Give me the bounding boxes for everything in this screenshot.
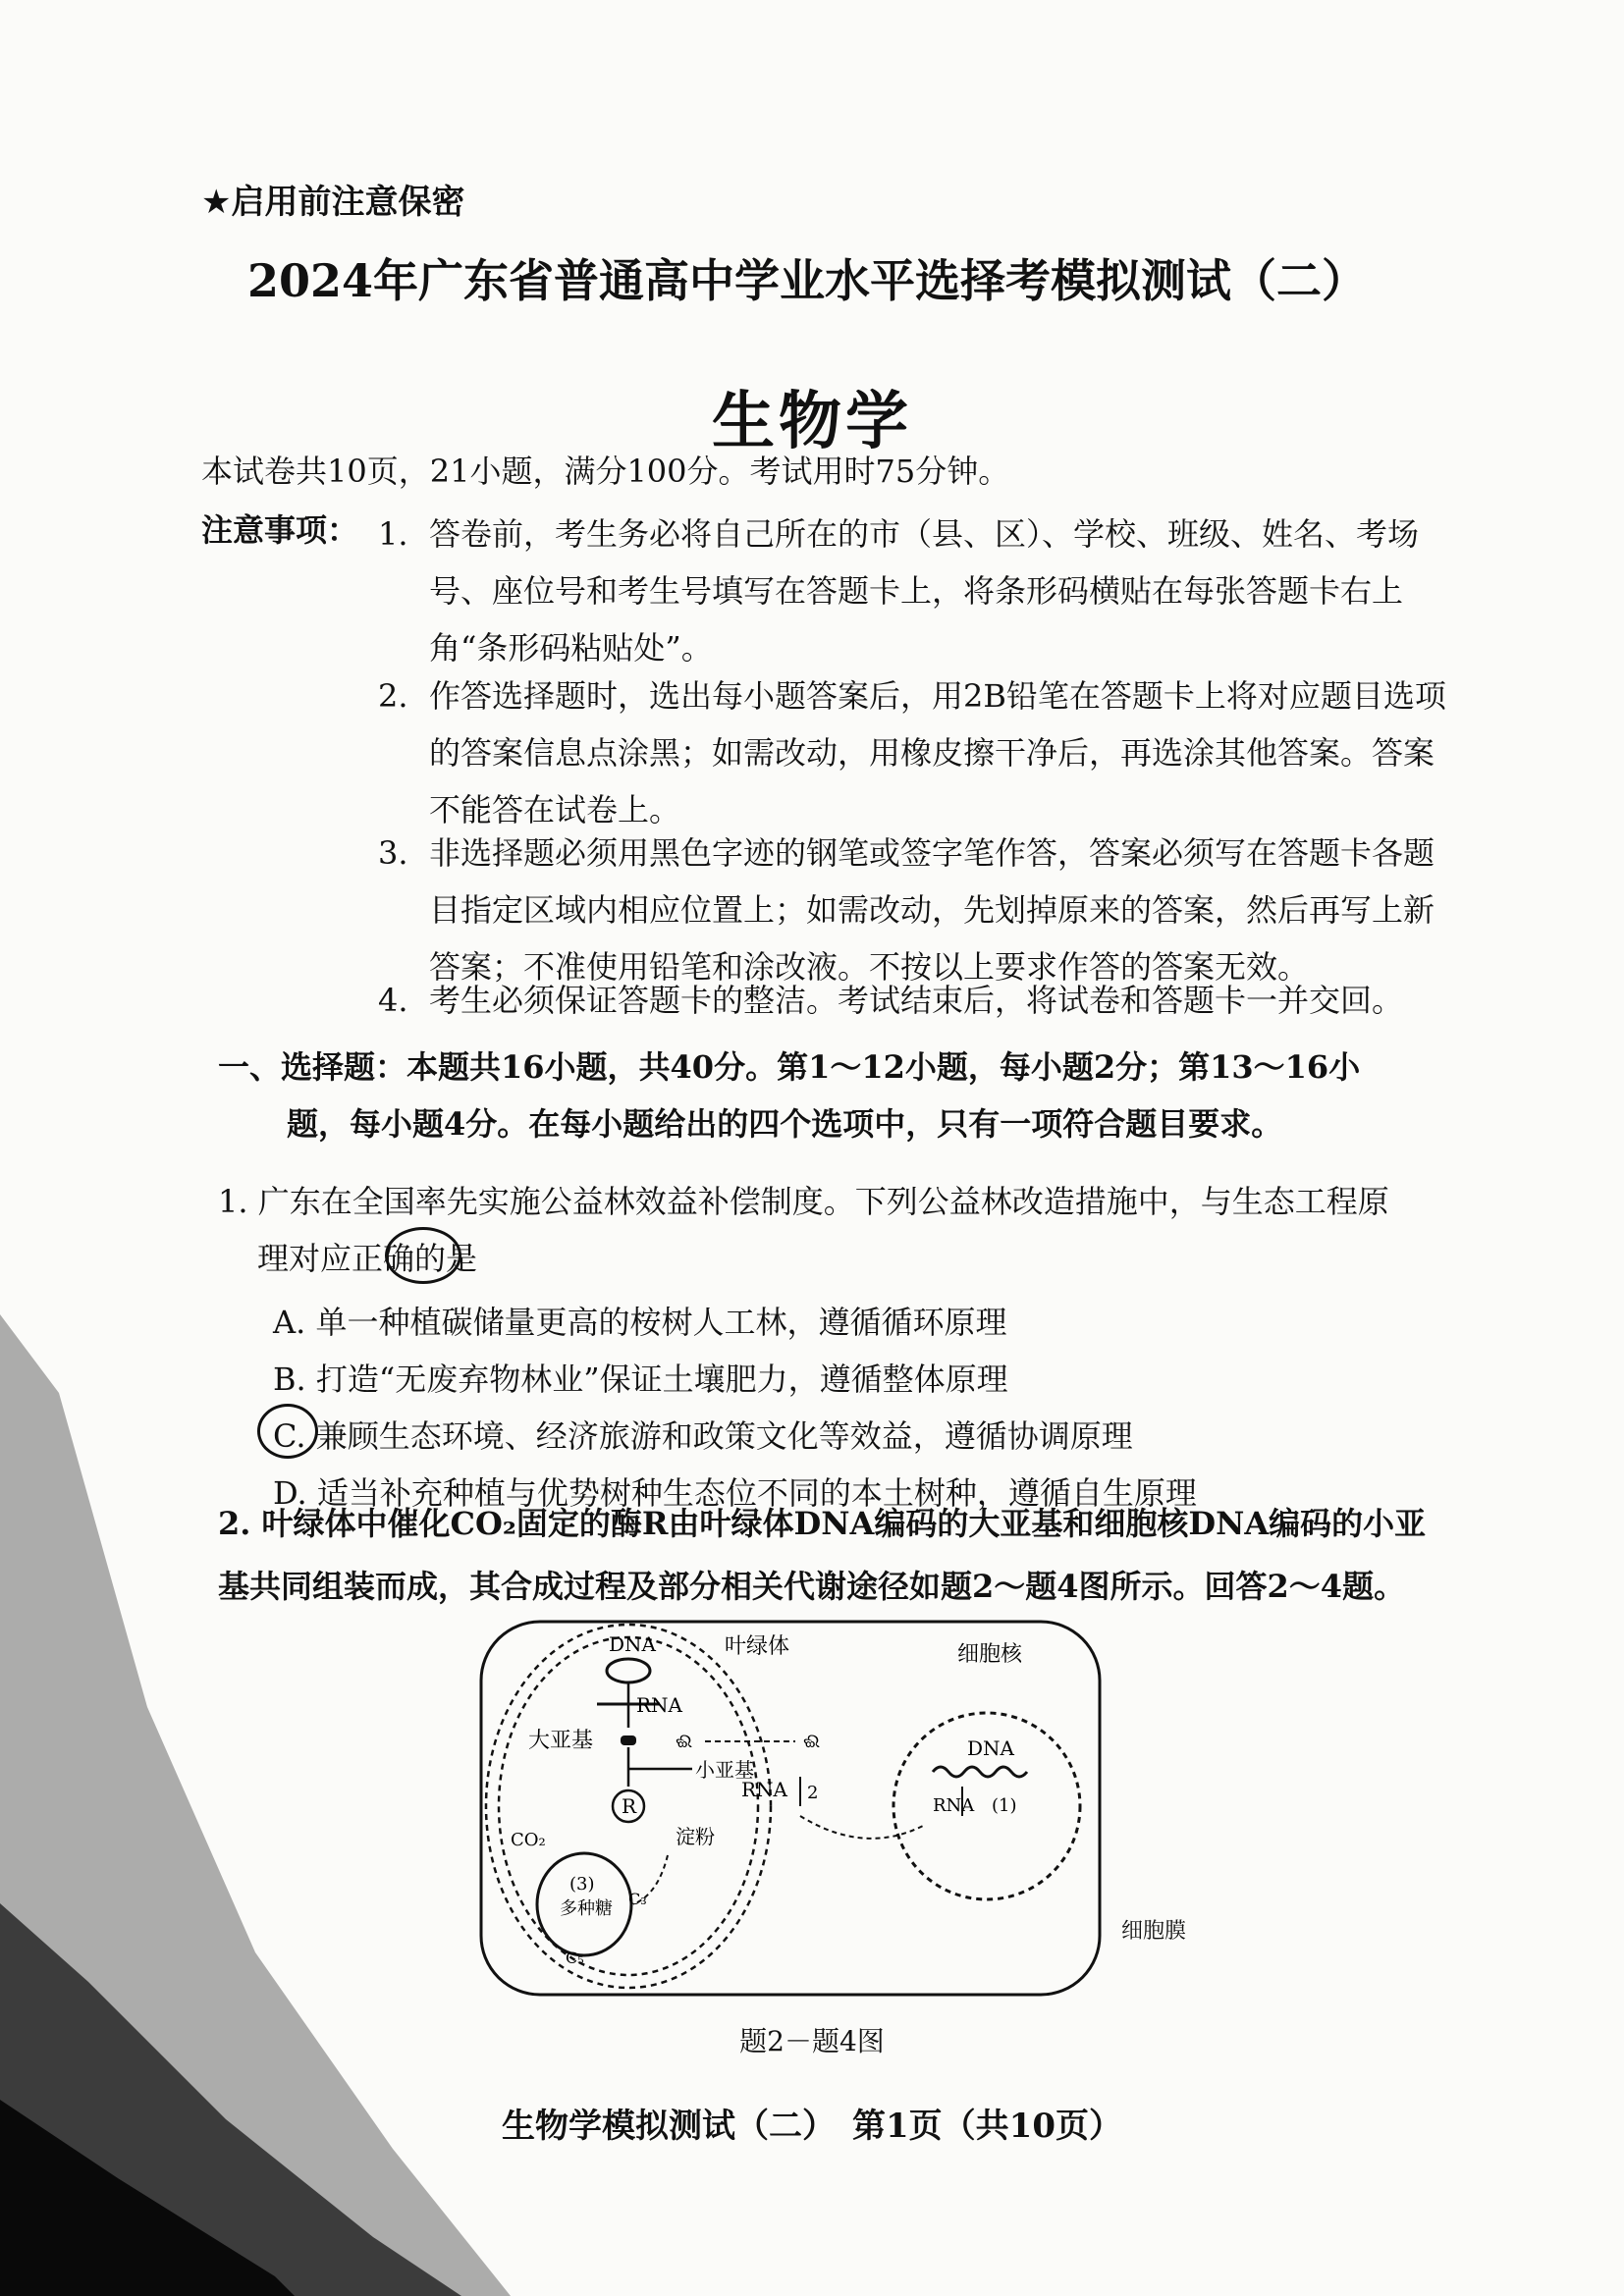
step-2-label: 2: [807, 1783, 819, 1803]
nuclear-rna-label: RNA: [933, 1795, 975, 1816]
co2-label: CO₂: [511, 1830, 546, 1850]
membrane-label: 细胞膜: [1121, 1919, 1187, 1944]
step-1-label: (1): [992, 1795, 1017, 1816]
notice-label: 注意事项：: [201, 511, 359, 549]
confidential-note: ★启用前注意保密: [201, 183, 465, 222]
question-1-stem-line-2: 理对应正确的是: [257, 1240, 478, 1277]
notice-number: 2.: [378, 677, 408, 715]
section-line-1: 一、选择题：本题共16小题，共40分。第1～12小题，每小题2分；第13～16小: [218, 1048, 1361, 1086]
chloroplast-dna-label: DNA: [609, 1632, 656, 1656]
small-subunit-label: 小亚基: [695, 1758, 754, 1782]
scan-noise: [0, 1020, 511, 2296]
notice-text: 考生必须保证答题卡的整洁。考试结束后，将试卷和答题卡一并交回。: [429, 982, 1404, 1019]
section-line-2: 题，每小题4分。在每小题给出的四个选项中，只有一项符合题目要求。: [287, 1105, 1283, 1143]
cytoplasm-rna-label: RNA: [741, 1778, 788, 1801]
notice-item-1: [378, 506, 1448, 676]
notice-item-4: [378, 972, 1448, 1029]
step-3-label: (3): [569, 1874, 595, 1895]
c5-label: C₅: [566, 1949, 584, 1967]
notice-number: 3.: [378, 834, 408, 872]
starch-label: 淀粉: [676, 1825, 715, 1848]
cell-diagram: [471, 1610, 1119, 2012]
small-subunit-glyph: ଈ: [676, 1729, 693, 1752]
nuclear-dna-helix: [933, 1767, 1027, 1777]
notice-item-2: [378, 667, 1448, 838]
chloroplast-rna-label: RNA: [636, 1693, 683, 1717]
notice-text: 答卷前，考生务必将自己所在的市（县、区）、学校、班级、姓名、考场号、座位号和考生号填写在答题卡上，将条形码横贴在每张答题卡右上角“条形码粘贴处”。: [429, 515, 1420, 667]
nuclear-dna-label: DNA: [967, 1736, 1014, 1760]
large-subunit-label: 大亚基: [528, 1729, 594, 1753]
large-subunit-mark: [621, 1735, 636, 1745]
question-2-line-2: 基共同组装而成，其合成过程及部分相关代谢途径如题2～题4图所示。回答2～4题。: [218, 1568, 1406, 1605]
option-d: D. 适当补充种植与优势树种生态位不同的本土树种，遵循自生原理: [273, 1474, 1197, 1512]
notice-item-3: [378, 825, 1448, 995]
exam-intro: 本试卷共10页，21小题，满分100分。考试用时75分钟。: [201, 453, 1010, 490]
notice-text: 作答选择题时，选出每小题答案后，用2B铅笔在答题卡上将对应题目选项的答案信息点涂黑；如需改动，用橡皮擦干净后，再选涂其他答案。答案不能答在试卷上。: [429, 677, 1446, 828]
question-1-stem-line-1: 1. 广东在全国率先实施公益林效益补偿制度。下列公益林改造措施中，与生态工程原: [218, 1183, 1389, 1220]
notice-text: 非选择题必须用黑色字迹的钢笔或签字笔作答，答案必须写在答题卡各题目指定区域内相应位置上；如需改动，先划掉原来的答案，然后再写上新答案；不准使用铅笔和涂改液。不按以上要求作答的答案无效。: [429, 834, 1435, 986]
small-subunit-glyph: ଈ: [803, 1729, 821, 1752]
page-footer: 生物学模拟测试（二） 第1页（共10页）: [502, 2107, 1122, 2146]
rna-export-path: [800, 1816, 923, 1839]
chloroplast-label: 叶绿体: [725, 1634, 790, 1659]
option-c: C. 兼顾生态环境、经济旅游和政策文化等效益，遵循协调原理: [273, 1417, 1133, 1455]
exam-title: 2024年广东省普通高中学业水平选择考模拟测试（二）: [247, 254, 1368, 307]
option-b: B. 打造“无废弃物林业”保证土壤肥力，遵循整体原理: [273, 1361, 1008, 1398]
sugar-label: 多种糖: [560, 1898, 613, 1919]
chloroplast-dna-ring: [607, 1659, 650, 1682]
subject-title: 生物学: [712, 385, 912, 458]
notice-number: 4.: [378, 982, 408, 1019]
option-a: A. 单一种植碳储量更高的桉树人工林，遵循循环原理: [273, 1304, 1007, 1341]
enzyme-r-label: R: [622, 1794, 637, 1818]
question-2-line-1: 2. 叶绿体中催化CO₂固定的酶R由叶绿体DNA编码的大亚基和细胞核DNA编码的小亚: [218, 1505, 1427, 1542]
notice-number: 1.: [378, 515, 408, 553]
nucleus-label: 细胞核: [957, 1642, 1023, 1667]
c3-label: C₃: [628, 1890, 647, 1908]
figure-caption: 题2－题4图: [739, 2025, 885, 2057]
